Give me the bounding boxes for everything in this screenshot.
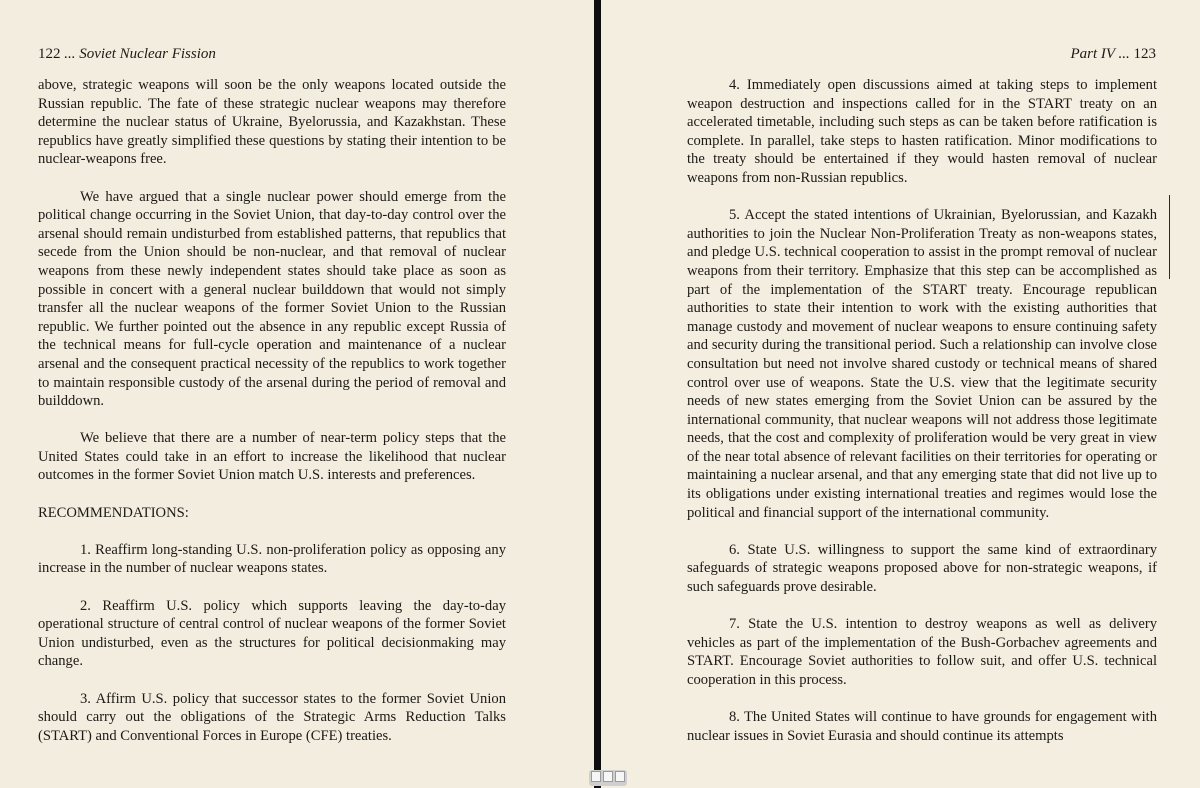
page-dot[interactable] [603,771,613,782]
left-running-title: ... Soviet Nuclear Fission [64,46,216,62]
recommendations-heading: RECOMMENDATIONS: [38,504,189,521]
page-dot[interactable] [591,771,601,782]
right-running-head [1070,46,1156,63]
page-dot[interactable] [615,771,625,782]
right-page-number: 123 [1133,46,1156,62]
recommendation-6: 6. State U.S. willingness to support the same kind of extraordinary safeguards of strategic weapons proposed above for non-strategic weapons, if such safeguards prove desirable. [687,541,1157,596]
right-running-title: Part IV ... [1070,46,1130,62]
recommendation-1: 1. Reaffirm long-standing U.S. non-proliferation policy as opposing any increase in the number of nuclear weapons states. [38,541,506,577]
left-body-text [38,76,506,764]
left-page [0,0,594,788]
recommendation-7: 7. State the U.S. intention to destroy weapons as well as delivery vehicles as part of the implementation of the Bush-Gorbachev agreements and START. Encourage Soviet authorities to follow suit, and offer U.S. technical cooperation in this process. [687,616,1157,688]
left-page-number: 122 [38,46,61,62]
right-body-text [687,76,1157,764]
recommendation-4: 4. Immediately open discussions aimed at taking steps to implement weapon destruction and inspections called for in the START treaty on an accelerated timetable, including such steps as can be taken before ratification is complete. In parallel, take steps to hasten ratification. Minor modifications to the treaty should be entertained if they would hasten removal of nuclear weapons from non-Russian republics. [687,77,1157,186]
book-gutter [594,0,601,788]
paragraph-argument: We have argued that a single nuclear power should emerge from the political change occurring in the Soviet Union, that day-to-day control over the arsenal should remain undisturbed from established patterns, that republics that secede from the Union should be non-nuclear, and that removal of nuclear weapons from these newly independent states should take place as soon as possible in concert with a general nuclear builddown that would not simply transfer all the nuclear weapons of the former Soviet Union to the Russian republic. We further pointed out the absence in any republic except Russia of the technical means for full-cycle operation and maintenance of a nuclear arsenal and the consequent practical necessity of the republics to work together to maintain responsible custody of the arsenal during the period of removal and builddown. [38,188,506,410]
paragraph-continuation: above, strategic weapons will soon be the only weapons located outside the Russian republic. The fate of these strategic nuclear weapons may therefore determine the nuclear status of Ukraine, Byelorussia, and Kazakhstan. These republics have greatly simplified these questions by stating their intention to be nuclear-weapons free. [38,77,506,168]
recommendation-8: 8. The United States will continue to have grounds for engagement with nuclear issues in Soviet Eurasia and should continue its attempts [687,709,1157,744]
paragraph-policy-steps: We believe that there are a number of near-term policy steps that the United States could take in an effort to increase the likelihood that nuclear outcomes in the former Soviet Union match U.S. interests and preferences. [38,430,506,484]
margin-mark [1169,195,1170,279]
recommendation-3: 3. Affirm U.S. policy that successor states to the former Soviet Union should carry out the obligations of the Strategic Arms Reduction Talks (START) and Conventional Forces in Europe (CFE) treaties. [38,690,506,744]
left-running-head [38,46,216,63]
right-page [601,0,1200,788]
recommendation-5: 5. Accept the stated intentions of Ukrainian, Byelorussian, and Kazakh authorities to join the Nuclear Non-Proliferation Treaty as non-weapons states, and pledge U.S. technical cooperation to assist in the prompt removal of nuclear weapons from their territory. Emphasize that this step can be accomplished as part of the implementation of the START treaty. Encourage republican authorities to state their intention to work with the existing authorities that manage custody and movement of nuclear weapons to ensure continuing safety and security during the transitional period. Such a relationship can involve close consultation but need not involve shared custody or technical means of shared control over use of weapons. State the U.S. view that the legitimate security needs of new states emerging from the Soviet Union can be assured by the international community, that nuclear weapons will not address those legitimate needs, that the cost and complexity of proliferation would be very great in view of the near total absence of relevant facilities on their territories for operating or maintaining a nuclear arsenal, and that any emerging state that did not live up to its obligations under existing international treaties and regimes would lose the political and financial support of the international community. [687,207,1157,521]
page-navigation-dots[interactable] [589,770,627,786]
recommendation-2: 2. Reaffirm U.S. policy which supports leaving the day-to-day operational structure of central control of nuclear weapons of the former Soviet Union undisturbed, even as the structures for political decisionmaking may change. [38,597,506,670]
